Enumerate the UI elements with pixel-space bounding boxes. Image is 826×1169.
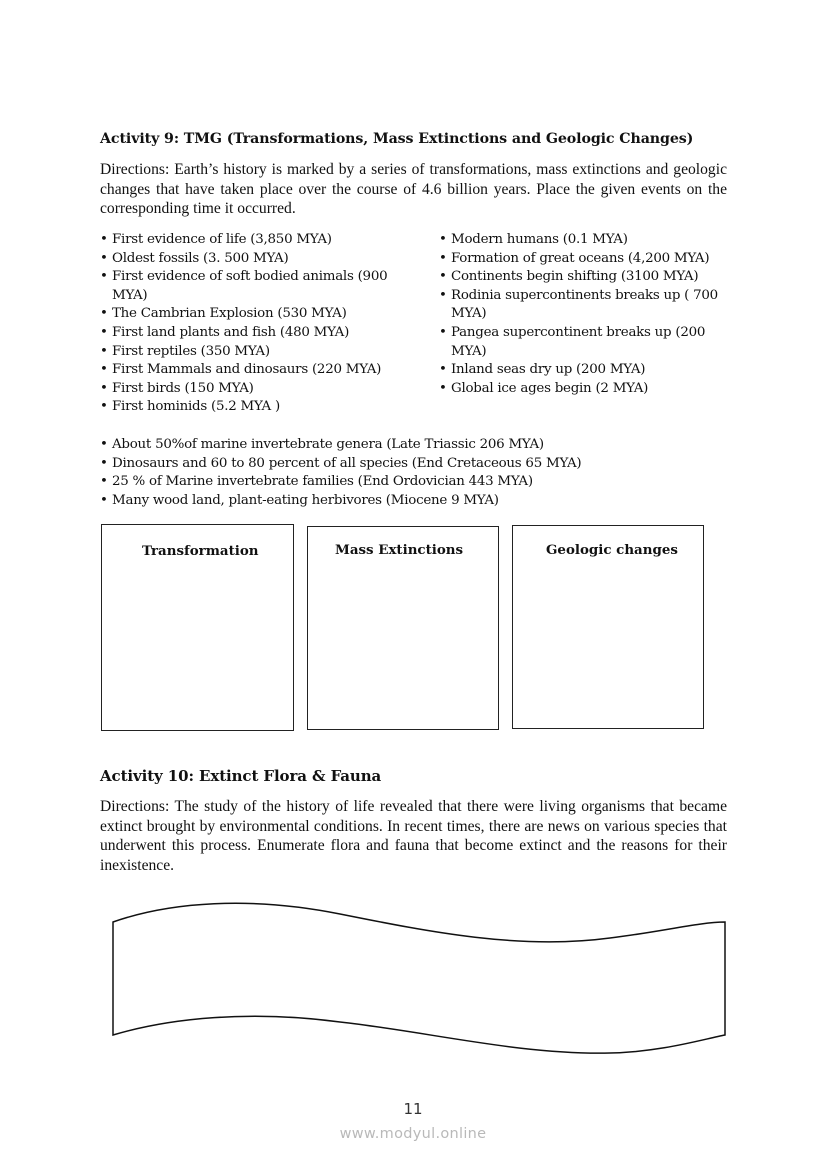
list-item: • About 50%of marine invertebrate genera (Late Triassic 206 MYA) xyxy=(100,436,740,455)
transformation-answer-box[interactable] xyxy=(101,524,294,731)
list-item: • First reptiles (350 MYA) xyxy=(100,343,400,362)
list-item: • The Cambrian Explosion (530 MYA) xyxy=(100,305,400,324)
list-item: • 25 % of Marine invertebrate families (End Ordovician 443 MYA) xyxy=(100,473,740,492)
events-list-full xyxy=(100,436,740,510)
wavy-banner-answer-area[interactable] xyxy=(100,890,740,1065)
list-item: • Pangea supercontinent breaks up (200 MYA) xyxy=(439,324,731,361)
list-item: • Many wood land, plant-eating herbivores (Miocene 9 MYA) xyxy=(100,492,740,511)
list-item: • Continents begin shifting (3100 MYA) xyxy=(439,268,731,287)
list-item: • Rodinia supercontinents breaks up ( 700 MYA) xyxy=(439,287,731,324)
box-title: Geologic changes xyxy=(546,542,678,558)
geologic-changes-answer-box[interactable] xyxy=(512,525,704,729)
banner-outline xyxy=(113,903,725,1053)
list-item: • First hominids (5.2 MYA ) xyxy=(100,398,400,417)
list-item: • Modern humans (0.1 MYA) xyxy=(439,231,731,250)
box-title: Mass Extinctions xyxy=(335,542,464,558)
events-list-left xyxy=(100,231,400,417)
list-item: • Dinosaurs and 60 to 80 percent of all species (End Cretaceous 65 MYA) xyxy=(100,455,740,474)
box-title: Transformation xyxy=(142,543,259,559)
watermark-url: www.modyul.online xyxy=(339,1126,487,1142)
activity10-directions: Directions: The study of the history of life revealed that there were living organisms that became extinct brought by environmental conditions. In recent times, there are news on various species that underwent this process. Enumerate flora and fauna that become extinct and the reasons for their inexistence. xyxy=(100,798,727,874)
activity9-title: Activity 9: TMG (Transformations, Mass Extinctions and Geologic Changes) xyxy=(100,131,694,147)
list-item: • Inland seas dry up (200 MYA) xyxy=(439,361,731,380)
activity9-directions: Directions: Earth’s history is marked by a series of transformations, mass extinctions and geologic changes that have taken place over the course of 4.6 billion years. Place the given events on the corresponding time it occurred. xyxy=(100,161,727,218)
list-item: • Oldest fossils (3. 500 MYA) xyxy=(100,250,400,269)
list-item: • First Mammals and dinosaurs (220 MYA) xyxy=(100,361,400,380)
list-item: • Global ice ages begin (2 MYA) xyxy=(439,380,731,399)
list-item: • Formation of great oceans (4,200 MYA) xyxy=(439,250,731,269)
list-item: • First evidence of soft bodied animals (900 MYA) xyxy=(100,268,400,305)
activity10-title: Activity 10: Extinct Flora & Fauna xyxy=(100,767,382,785)
list-item: • First evidence of life (3,850 MYA) xyxy=(100,231,400,250)
list-item: • First birds (150 MYA) xyxy=(100,380,400,399)
list-item: • First land plants and fish (480 MYA) xyxy=(100,324,400,343)
page-number: 11 xyxy=(403,1100,423,1118)
events-list-right xyxy=(439,231,731,398)
mass-extinctions-answer-box[interactable] xyxy=(307,526,499,730)
